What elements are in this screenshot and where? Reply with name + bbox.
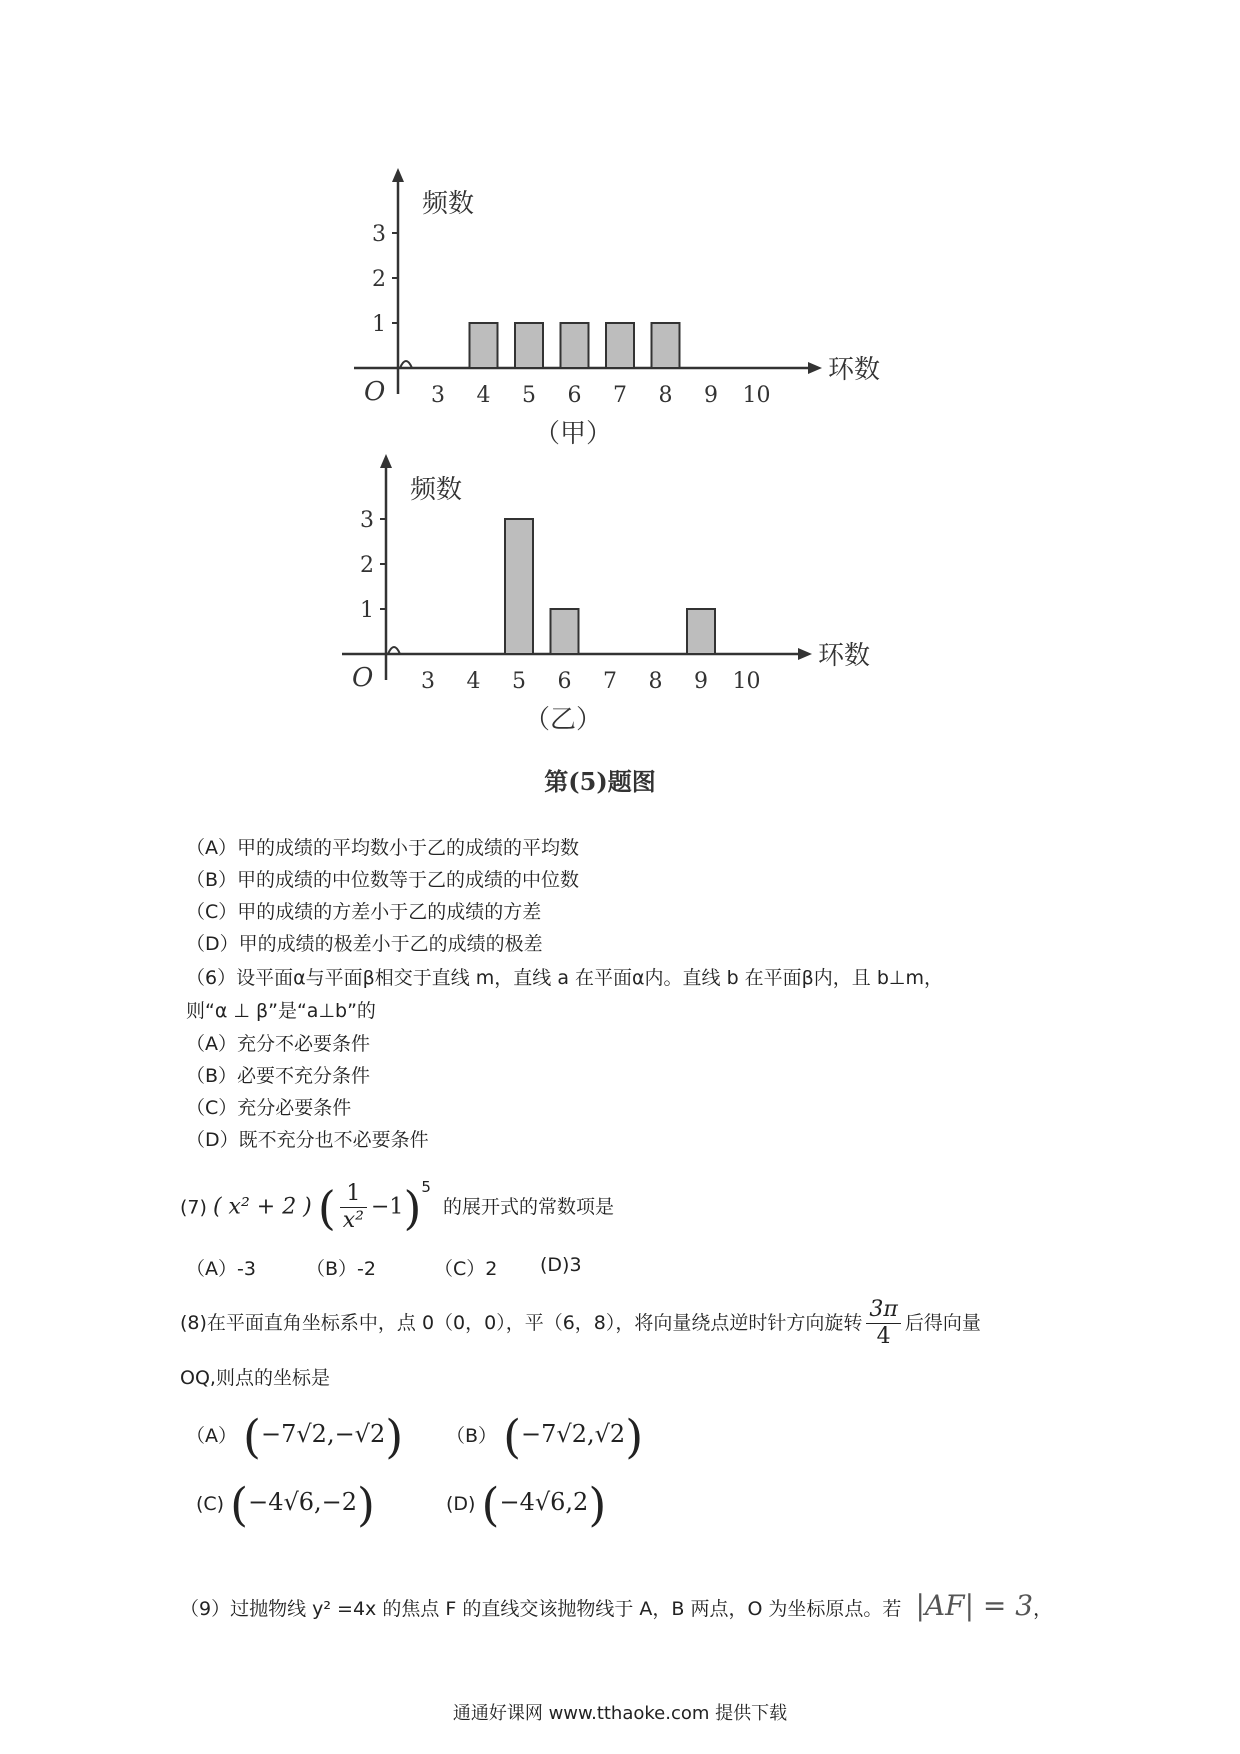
- bar: [561, 323, 589, 368]
- x-tick-label: 9: [694, 669, 708, 694]
- x-tick-label: 8: [648, 669, 663, 694]
- q6-option-a: （A）充分不必要条件: [186, 1033, 370, 1055]
- q8-option-d: (D) (−4√6,2): [446, 1477, 607, 1532]
- panel-label: （乙）: [523, 705, 603, 735]
- x-axis-arrow: [808, 362, 822, 374]
- y-tick-label: 3: [372, 222, 386, 247]
- y-tick-label: 1: [360, 598, 374, 623]
- y-tick-label: 3: [360, 508, 374, 533]
- q8-stem-line1: (8)在平面直角坐标系中，点 0（0，0），平（6，8），将向量绕点逆时针方向旋转 $\frac{3\pi}{4}$ 后得向量: [180, 1297, 981, 1349]
- q6-option-c: （C）充分必要条件: [186, 1097, 352, 1119]
- y-axis-arrow: [392, 168, 404, 182]
- q8-option-a: （A） (−7√2,−√2): [186, 1409, 404, 1464]
- bar: [687, 609, 715, 654]
- figure-caption: 第(5)题图: [544, 767, 656, 796]
- q7-option-c: （C）2: [434, 1258, 498, 1280]
- q7-option-a: （A）-3: [186, 1258, 256, 1280]
- x-axis-label: 环数: [828, 355, 881, 385]
- q7-exponent: 5: [421, 1178, 431, 1196]
- bar: [606, 323, 634, 368]
- bar: [652, 323, 680, 368]
- origin-label: O: [352, 663, 374, 693]
- x-tick-label: 10: [732, 669, 761, 694]
- histogram-figure: [0, 0, 1240, 820]
- y-axis-arrow: [380, 454, 392, 468]
- x-tick-label: 10: [742, 383, 771, 408]
- x-axis-label: 环数: [818, 641, 871, 671]
- q7-option-d: (D)3: [540, 1254, 582, 1276]
- panel-label: （甲）: [533, 419, 613, 449]
- q5-option-c: （C）甲的成绩的方差小于乙的成绩的方差: [186, 901, 542, 923]
- histogram-yi: [342, 454, 870, 735]
- q7-number: (7): [180, 1196, 207, 1219]
- q7-stem: (7) ( x² + 2 ) ( $\frac{1}{\text{x²}}$ −1)$^5$ 的展开式的常数项是: [180, 1178, 614, 1235]
- q5-option-d: （D）甲的成绩的极差小于乙的成绩的极差: [186, 933, 543, 955]
- x-tick-label: 3: [421, 669, 435, 694]
- x-tick-label: 5: [522, 383, 536, 408]
- x-tick-label: 6: [557, 669, 572, 694]
- q8-option-c: (C) (−4√6,−2): [196, 1477, 375, 1532]
- bar: [551, 609, 579, 654]
- x-tick-label: 6: [567, 383, 582, 408]
- q7-fraction: $\frac{1}{\text{x²}}$: [340, 1181, 367, 1234]
- x-tick-label: 4: [476, 383, 491, 408]
- q8-angle-fraction: $\frac{3\pi}{4}$: [866, 1297, 900, 1350]
- q9-expr: |AF| = 3: [915, 1589, 1034, 1622]
- x-tick-label: 7: [613, 383, 627, 408]
- histogram-jia: [354, 168, 880, 449]
- q7-suffix: 的展开式的常数项是: [442, 1196, 614, 1219]
- x-tick-label: 7: [603, 669, 617, 694]
- bar: [515, 323, 543, 368]
- x-axis-arrow: [798, 648, 812, 660]
- y-tick-label: 2: [372, 267, 386, 292]
- q7-option-b: （B）-2: [306, 1258, 376, 1280]
- page-footer: 通通好课网 www.tthaoke.com 提供下载: [452, 1703, 788, 1724]
- q8-stem-line2: OQ,则点的坐标是: [180, 1367, 330, 1389]
- q7-expr-left: ( x² + 2 ): [212, 1194, 312, 1220]
- q9-stem: （9）过抛物线 y² =4x 的焦点 F 的直线交该抛物线于 A，B 两点，O 为坐标原点。若 |AF| = 3，: [180, 1589, 1053, 1622]
- x-tick-label: 3: [431, 383, 445, 408]
- q5-option-b: （B）甲的成绩的中位数等于乙的成绩的中位数: [186, 869, 580, 891]
- y-tick-label: 2: [360, 553, 374, 578]
- q5-option-a: （A）甲的成绩的平均数小于乙的成绩的平均数: [186, 837, 579, 859]
- x-tick-label: 8: [658, 383, 673, 408]
- y-axis-label: 频数: [410, 475, 463, 505]
- x-tick-label: 9: [704, 383, 718, 408]
- bar: [470, 323, 498, 368]
- q8-option-b: （B） (−7√2,√2): [446, 1409, 644, 1464]
- y-tick-label: 1: [372, 312, 386, 337]
- origin-label: O: [364, 377, 386, 407]
- q6-option-b: （B）必要不充分条件: [186, 1065, 371, 1087]
- x-tick-label: 5: [512, 669, 526, 694]
- x-tick-label: 4: [466, 669, 481, 694]
- y-axis-label: 频数: [422, 189, 475, 219]
- bar: [505, 519, 533, 654]
- q6-stem-line1: （6）设平面α与平面β相交于直线 m，直线 a 在平面α内。直线 b 在平面β内，且 b⊥m，: [186, 967, 943, 989]
- q6-option-d: （D）既不充分也不必要条件: [186, 1129, 429, 1151]
- q6-stem-line2: 则“α ⊥ β”是“a⊥b”的: [186, 1000, 376, 1022]
